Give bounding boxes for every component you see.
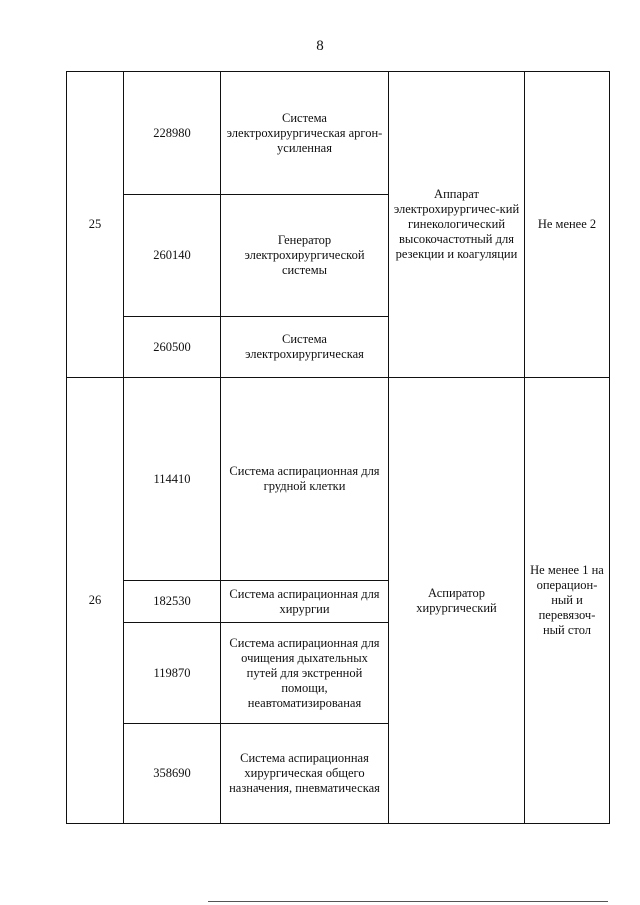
page-number: 8 (316, 38, 324, 54)
device-type-cell: Аспиратор хирургический (389, 378, 525, 824)
item-number-cell: 25 (67, 72, 124, 378)
code-cell: 228980 (124, 72, 221, 195)
device-type-cell: Аппарат электрохирургичес-кий гинекологический высокочастотный для резекции и коагуляции (389, 72, 525, 378)
bottom-edge-line (208, 901, 608, 902)
quantity-cell: Не менее 2 (525, 72, 610, 378)
code-cell: 358690 (124, 724, 221, 824)
name-cell: Система аспирационная для хирургии (221, 581, 389, 623)
name-cell: Система аспирационная для грудной клетки (221, 378, 389, 581)
code-cell: 182530 (124, 581, 221, 623)
table-row (67, 378, 610, 581)
code-cell: 260500 (124, 317, 221, 378)
code-cell: 119870 (124, 623, 221, 724)
code-cell: 260140 (124, 195, 221, 317)
name-cell: Система электрохирургическая (221, 317, 389, 378)
table-row (67, 72, 610, 195)
name-cell: Система электрохирургическая аргон-усиленная (221, 72, 389, 195)
code-cell: 114410 (124, 378, 221, 581)
equipment-table (66, 71, 610, 824)
name-cell: Система аспирационная для очищения дыхательных путей для экстренной помощи, неавтоматизированая (221, 623, 389, 724)
quantity-cell: Не менее 1 на операцион-ный и перевязоч-ный стол (525, 378, 610, 824)
name-cell: Генератор электрохирургической системы (221, 195, 389, 317)
item-number-cell: 26 (67, 378, 124, 824)
name-cell: Система аспирационная хирургическая общего назначения, пневматическая (221, 724, 389, 824)
